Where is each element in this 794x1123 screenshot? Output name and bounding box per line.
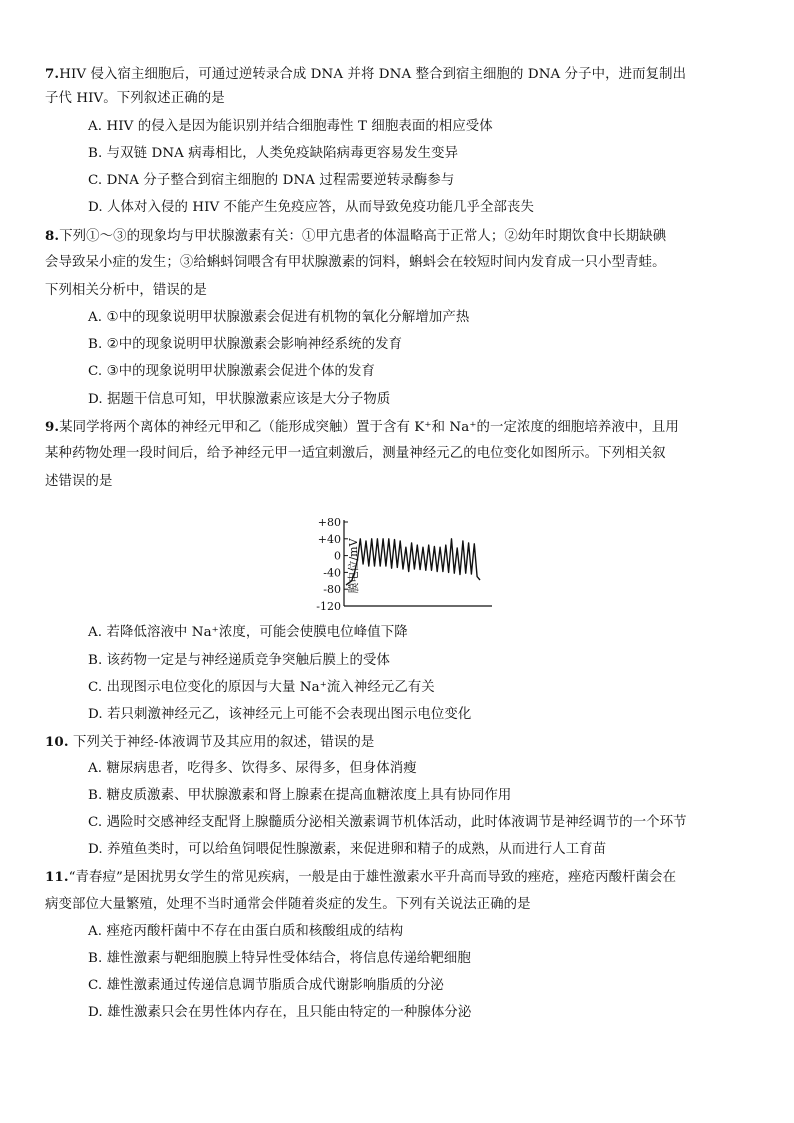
question-10-option-d[interactable]: D. 养殖鱼类时，可以给鱼饲喂促性腺激素，来促进卵和精子的成熟，从而进行人工育苗 [88, 842, 607, 857]
question-10-stem-line [45, 732, 374, 753]
question-9-stem-text: 某同学将两个离体的神经元甲和乙（能形成突触）置于含有 K⁺和 Na⁺的一定浓度的细胞培养液中，且用 [59, 420, 679, 435]
question-9-stem-line [45, 472, 112, 492]
question-9-option-c[interactable]: C. 出现图示电位变化的原因与大量 Na⁺流入神经元乙有关 [88, 680, 435, 695]
membrane-potential-chart [300, 512, 500, 622]
question-11-option-d[interactable]: D. 雄性激素只会在男性体内存在，且只能由特定的一种腺体分泌 [88, 1005, 472, 1020]
question-7-option-b[interactable]: B. 与双链 DNA 病毒相比，人类免疫缺陷病毒更容易发生变异 [88, 146, 459, 161]
question-7-option-d[interactable]: D. 人体对入侵的 HIV 不能产生免疫应答，从而导致免疫功能几乎全部丧失 [88, 200, 534, 215]
question-11-number: 11. [45, 869, 69, 885]
question-7-stem-text: 子代 HIV。下列叙述正确的是 [45, 91, 225, 106]
question-9-stem-text: 述错误的是 [45, 474, 113, 489]
question-10-option-a[interactable]: A. 糖尿病患者，吃得多、饮得多、尿得多，但身体消瘦 [88, 761, 417, 776]
y-tick-label: -120 [316, 600, 341, 613]
question-8-option-d[interactable]: D. 据题干信息可知，甲状腺激素应该是大分子物质 [88, 392, 391, 407]
question-7-stem-line [45, 89, 225, 109]
question-11-stem-line [45, 895, 531, 915]
question-11-stem-text: “青春痘”是困扰男女学生的常见疾病，一般是由于雄性激素水平升高而导致的痤疮，痤疮丙酸杆菌会在 [68, 870, 677, 885]
y-tick-label: 0 [334, 549, 341, 563]
question-7-option-a[interactable]: A. HIV 的侵入是因为能识别并结合细胞毒性 T 细胞表面的相应受体 [88, 119, 493, 134]
question-9-stem-line [45, 417, 679, 438]
question-8-stem-line [45, 281, 207, 301]
question-8-stem-text: 会导致呆小症的发生；③给蝌蚪饲喂含有甲状腺激素的饲料，蝌蚪会在较短时间内发育成一只小型青蛙。 [45, 255, 666, 270]
question-8-number: 8. [45, 228, 60, 244]
question-11-option-b[interactable]: B. 雄性激素与靶细胞膜上特异性受体结合，将信息传递给靶细胞 [88, 951, 471, 966]
question-9-option-a[interactable]: A. 若降低溶液中 Na⁺浓度，可能会使膜电位峰值下降 [88, 625, 408, 640]
y-tick-label: +40 [317, 532, 341, 546]
question-7-stem-text: HIV 侵入宿主细胞后，可通过逆转录合成 DNA 并将 DNA 整合到宿主细胞的 DNA 分子中，进而复制出 [59, 67, 687, 82]
y-axis-label: 膜电位/mV [347, 538, 360, 594]
question-8-stem-text: 下列①～③的现象均与甲状腺激素有关：①甲亢患者的体温略高于正常人；②幼年时期饮食中长期缺碘 [59, 229, 667, 244]
question-8-stem-text: 下列相关分析中，错误的是 [45, 283, 207, 298]
y-tick-label: -80 [323, 583, 341, 597]
question-11-option-c[interactable]: C. 雄性激素通过传递信息调节脂质合成代谢影响脂质的分泌 [88, 978, 444, 993]
question-10-stem-text: 下列关于神经-体液调节及其应用的叙述，错误的是 [68, 735, 375, 750]
question-8-option-c[interactable]: C. ③中的现象说明甲状腺激素会促进个体的发育 [88, 364, 376, 379]
question-7-option-c[interactable]: C. DNA 分子整合到宿主细胞的 DNA 过程需要逆转录酶参与 [88, 173, 455, 188]
question-9-option-b[interactable]: B. 该药物一定是与神经递质竞争突触后膜上的受体 [88, 653, 390, 668]
question-9-number: 9. [45, 419, 60, 435]
question-11-stem-text: 病变部位大量繁殖，处理不当时通常会伴随着炎症的发生。下列有关说法正确的是 [45, 897, 531, 912]
question-8-option-a[interactable]: A. ①中的现象说明甲状腺激素会促进有机物的氧化分解增加产热 [88, 310, 470, 325]
question-8-option-b[interactable]: B. ②中的现象说明甲状腺激素会影响神经系统的发育 [88, 337, 403, 352]
y-tick-label: -40 [323, 566, 341, 580]
question-7-number: 7. [45, 66, 60, 82]
membrane-potential-trace [346, 539, 480, 585]
question-8-stem-line [45, 226, 666, 247]
question-9-stem-line [45, 444, 666, 464]
y-tick-label: +80 [317, 516, 341, 529]
question-8-stem-line [45, 253, 666, 273]
question-10-option-c[interactable]: C. 遇险时交感神经支配肾上腺髓质分泌相关激素调节机体活动，此时体液调节是神经调节的一个环节 [88, 815, 687, 830]
question-10-number: 10. [45, 734, 69, 750]
question-11-stem-line [45, 867, 676, 888]
question-9-stem-text: 某种药物处理一段时间后，给予神经元甲一适宜刺激后，测量神经元乙的电位变化如图所示。下列相关叙 [45, 446, 666, 461]
question-10-option-b[interactable]: B. 糖皮质激素、甲状腺激素和肾上腺素在提高血糖浓度上具有协同作用 [88, 788, 512, 803]
question-9-option-d[interactable]: D. 若只刺激神经元乙，该神经元上可能不会表现出图示电位变化 [88, 707, 472, 722]
question-7-stem-line [45, 64, 686, 85]
question-11-option-a[interactable]: A. 痤疮丙酸杆菌中不存在由蛋白质和核酸组成的结构 [88, 924, 404, 939]
